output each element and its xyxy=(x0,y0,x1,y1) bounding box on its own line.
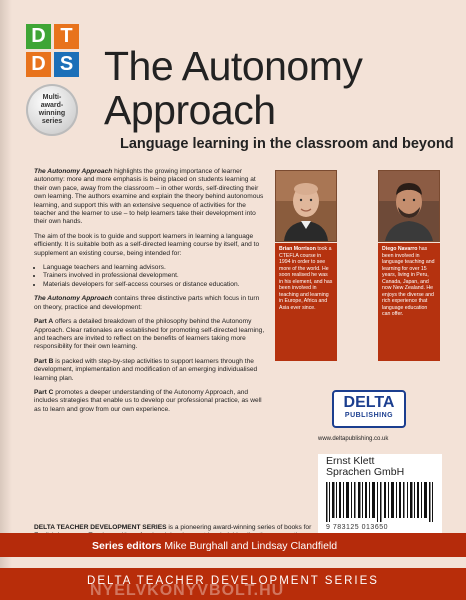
audience-list xyxy=(34,264,266,289)
award-badge xyxy=(26,84,78,136)
title-line-1: The Autonomy xyxy=(104,43,363,89)
publisher-logo-line-1: DELTA xyxy=(343,394,395,411)
author-bio xyxy=(275,243,337,361)
part-text: is packed with step-by-step activities to support learners through the development, implementation and modification of an emerging individualised learning plan. xyxy=(34,357,258,382)
title-line-2: Approach xyxy=(104,87,276,133)
spine-shadow xyxy=(0,0,12,600)
author-name: Brian Morrison xyxy=(279,246,316,252)
author-portrait-illustration xyxy=(276,171,336,241)
part-label: Part B xyxy=(34,357,54,365)
distributor-sticker xyxy=(326,456,404,478)
logo-tile: D xyxy=(26,24,51,49)
logo-tile: S xyxy=(54,52,79,77)
barcode-number: 9 783125 013650 xyxy=(326,524,388,531)
logo-tile: D xyxy=(26,52,51,77)
barcode-icon xyxy=(326,482,434,522)
blurb-text: contains three distinctive parts which focus in turn on theory, practice and development: xyxy=(34,295,260,311)
author-photo xyxy=(275,170,337,242)
series-name-footer: DELTA TEACHER DEVELOPMENT SERIES xyxy=(87,575,379,587)
logo-tile: T xyxy=(54,24,79,49)
part-text: promotes a deeper understanding of the Autonomy Approach, and includes strategies that enable us to develop our professional practice, as well as to learn and grow from our own experience. xyxy=(34,388,262,413)
editors-label: Series editors xyxy=(92,540,162,552)
part-label: Part A xyxy=(34,318,54,326)
award-text: Multi- award- winning series xyxy=(38,94,66,125)
book-name-emphasis: The Autonomy Approach xyxy=(34,168,113,175)
blurb xyxy=(34,168,266,420)
delta-publishing-logo xyxy=(332,390,406,428)
watermark: NYELVKONYVBOLT.HU xyxy=(90,582,285,599)
book-name-emphasis: The Autonomy Approach xyxy=(34,295,113,303)
list-item: • Trainers involved in professional development. xyxy=(43,272,266,280)
book-subtitle: Language learning in the classroom and beyond xyxy=(120,136,454,152)
blurb-paragraph xyxy=(34,168,266,227)
author-bio xyxy=(378,243,440,361)
dtds-logo xyxy=(26,24,82,78)
author-bio-text: took a CTEFLA course in 1994 in order to see more of the world. He soon realised he was in his element, and has been involved in teaching and learning in Europe, Africa and Asia ever since. xyxy=(279,246,333,311)
author-photo xyxy=(378,170,440,242)
blurb-paragraph: The aim of the book is to guide and support learners in learning a language efficiently. It is suitable both as a self-directed learning course by itself, and to supplement an existing course, being intended for: xyxy=(34,232,260,257)
part-c-paragraph xyxy=(34,389,266,414)
part-label: Part C xyxy=(34,388,54,396)
series-editors xyxy=(92,540,337,552)
author-name: Diego Navarro xyxy=(382,246,418,252)
part-text: offers a detailed breakdown of the philosophy behind the Autonomy Approach. Clear rationales are established for promoting self-directed learning, and teachers are invited to reflect on the benefits of learners taking more responsibility for their own learning. xyxy=(34,318,265,351)
editors-names: Mike Burghall and Lindsay Clandfield xyxy=(164,540,338,552)
author-bio-text: has been involved in language teaching and learning for over 15 years, living in Peru, Canada, Japan, and now New Zealand. He enjoys the diverse and rich experience that language education can offer. xyxy=(382,246,435,317)
part-b-paragraph xyxy=(34,358,266,383)
blurb-paragraph xyxy=(34,295,266,312)
series-description-text: is a pioneering award-winning series of books for xyxy=(168,524,312,531)
publisher-logo-line-2: PUBLISHING xyxy=(344,412,394,419)
series-label: DELTA TEACHER DEVELOPMENT SERIES xyxy=(34,524,167,531)
sticker-line: Ernst Klett xyxy=(326,455,375,467)
list-item: • Materials developers for self-access courses or distance education. xyxy=(43,281,266,289)
list-item: • Language teachers and learning advisors. xyxy=(43,264,266,272)
blurb-text: highlights the growing importance of learner autonomy: more and more emphasis is being placed on students learning at their own pace, away from the classroom – in other words, self-directing their own learning. The authors examine and explain the theory behind autonomous learning, and support this with an extensive sequence of activities for the teacher and the learner to use – to help learners take their development into their own hands. xyxy=(34,168,264,226)
book-title xyxy=(104,44,362,132)
publisher-website[interactable]: www.deltapublishing.co.uk xyxy=(318,436,389,442)
author-portrait-illustration xyxy=(379,171,439,241)
part-a-paragraph xyxy=(34,318,266,352)
sticker-line: Sprachen GmbH xyxy=(326,466,405,478)
